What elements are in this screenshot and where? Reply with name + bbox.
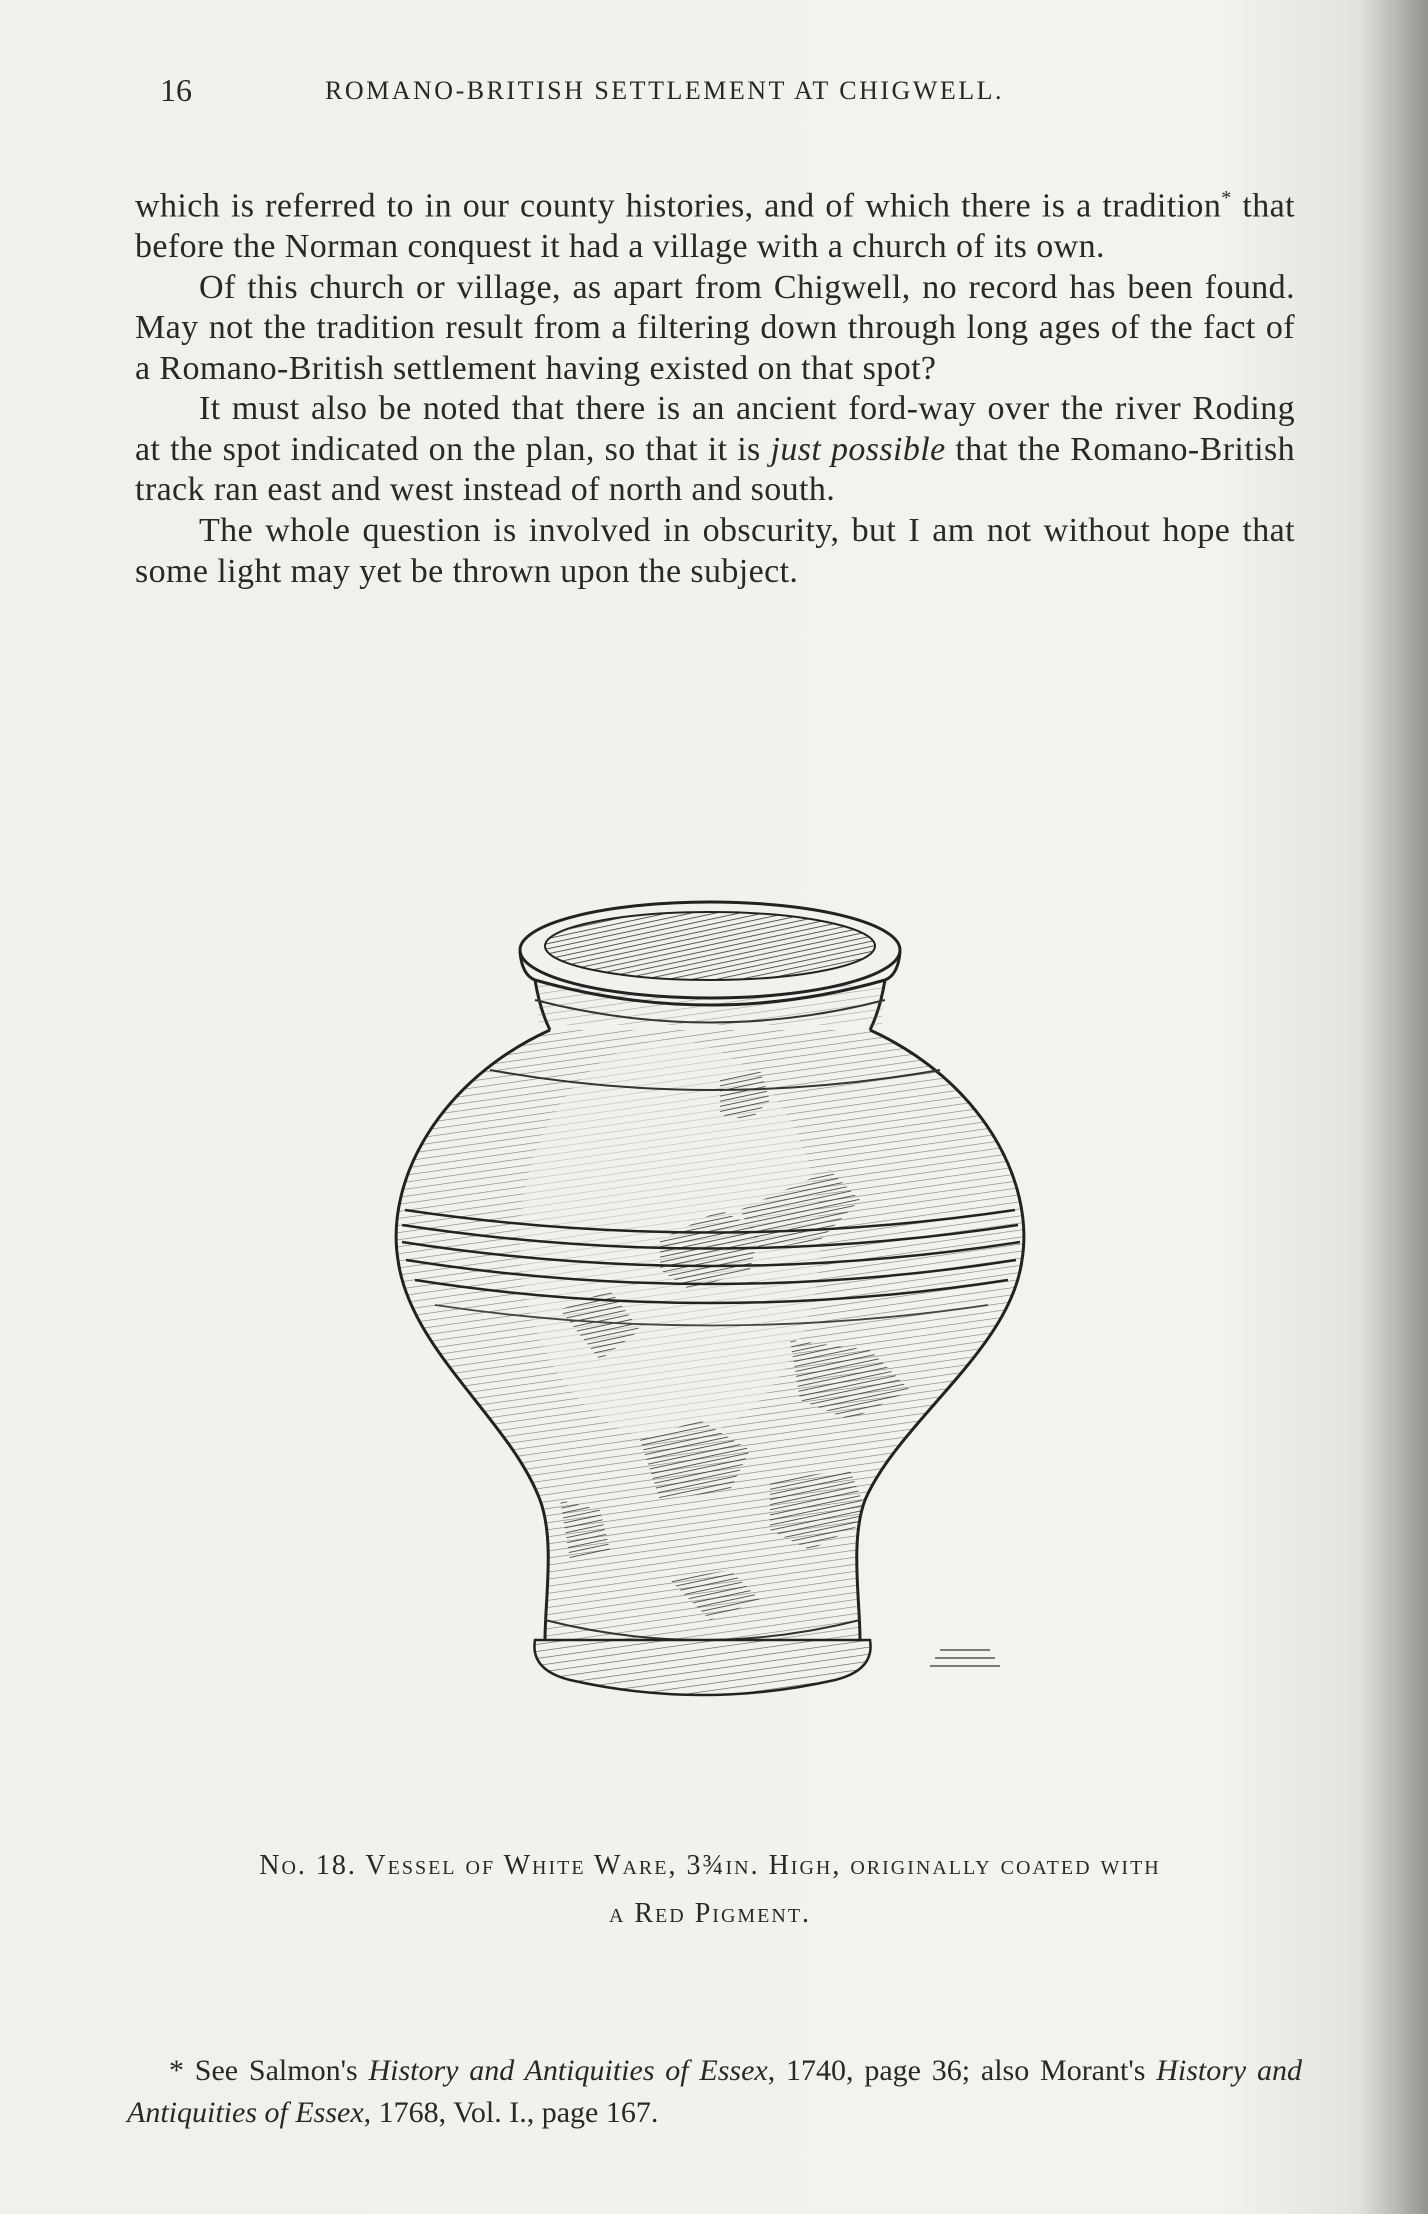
footnote-text-b: , 1740, page 36; also Morant's xyxy=(767,2054,1157,2087)
body-text xyxy=(135,178,1295,592)
paragraph-3-text-b: that the Romano-British track ran east and west instead of north and south. xyxy=(135,430,1295,509)
paragraph-3-italic: just possible xyxy=(770,430,946,468)
paragraph-3-text-a: It must also be noted that there is an ancient ford-way over the river Roding at the spot indicated on the plan, so that it is xyxy=(135,390,1295,468)
paragraph-1-text-b: that before the Norman conquest it had a village with a church of its own. xyxy=(135,187,1295,265)
footnote-text-a: See Salmon's xyxy=(194,2054,369,2087)
page-gutter-shadow xyxy=(1358,0,1428,2214)
paragraph-4: The whole question is involved in obscurity, but I am not without hope that some light may yet be thrown upon the subject. xyxy=(135,512,1295,590)
running-head-title: ROMANO-BRITISH SETTLEMENT AT CHIGWELL. xyxy=(325,76,1005,105)
figure-caption xyxy=(120,1842,1300,1938)
footnote-reference-mark: * xyxy=(1221,187,1232,209)
footnote-mark: * xyxy=(169,2054,195,2087)
running-head xyxy=(160,72,1300,112)
footnote-book-title-1: History and Antiquities of Essex xyxy=(368,2054,768,2087)
footnote-text xyxy=(127,2050,1302,2134)
footnote xyxy=(127,2050,1302,2134)
paragraph-2: Of this church or village, as apart from Chigwell, no record has been found. May not the tradition result from a filtering down through long ages of the fact of a Romano-British settlement having existed on that spot? xyxy=(135,268,1295,387)
caption-line-1: No. 18. Vessel of White Ware, 3¾in. High, originally coated with xyxy=(259,1850,1161,1881)
caption-line-2: a Red Pigment. xyxy=(608,1898,812,1929)
paragraph-3 xyxy=(135,389,1295,511)
paragraph-1 xyxy=(135,178,1295,268)
vessel-drawing xyxy=(340,880,1120,1760)
vessel-illustration xyxy=(340,880,1120,1760)
page-number: 16 xyxy=(160,72,192,108)
footnote-text-c: , 1768, Vol. I., page 167. xyxy=(363,2096,659,2129)
footnote-book-title-2: History and Antiquities of Essex xyxy=(127,2054,1303,2129)
paragraph-1-text-a: which is referred to in our county histories, and of which there is a tradition xyxy=(135,187,1222,225)
